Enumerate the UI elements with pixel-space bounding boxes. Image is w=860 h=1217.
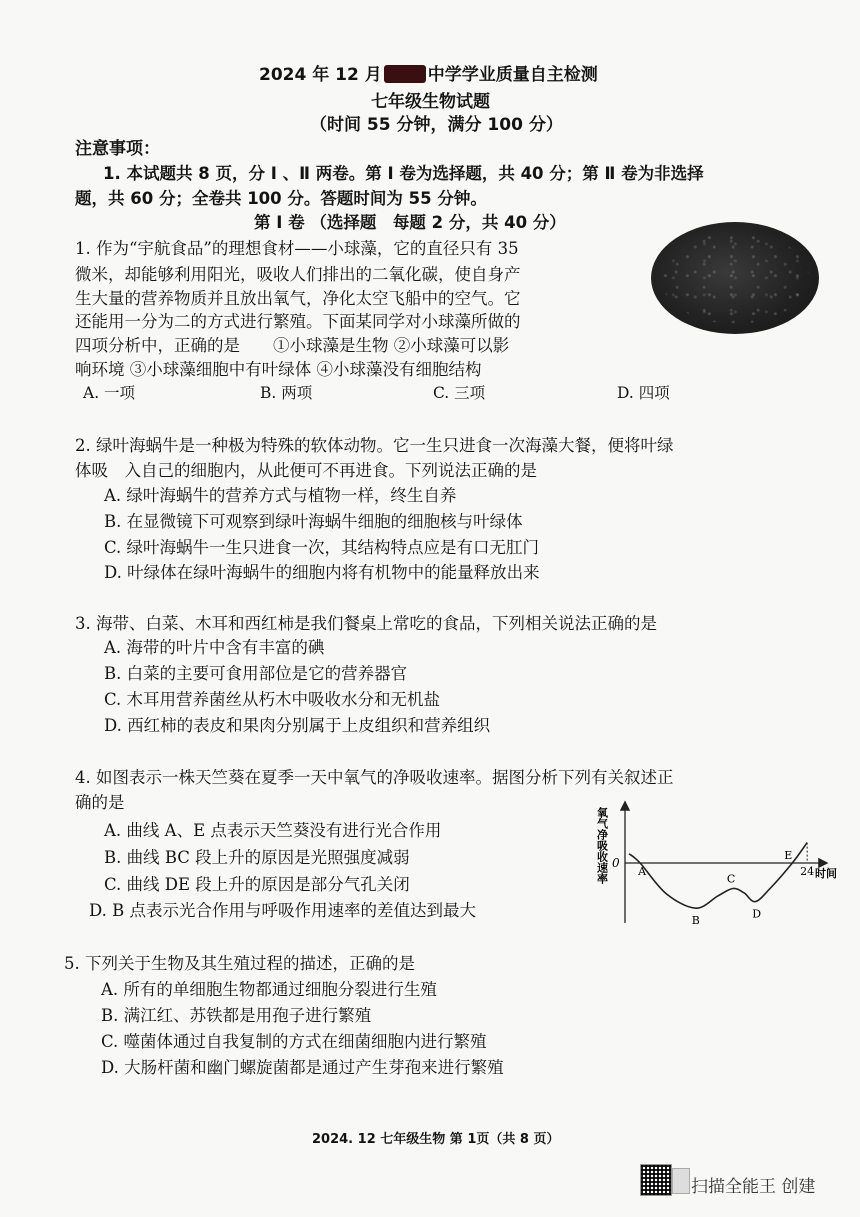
option-d: D. 叶绿体在绿叶海蜗牛的细胞内将有机物中的能量释放出来 xyxy=(104,563,540,582)
question-text-line: 四项分析中，正确的是 ①小球藻是生物 ②小球藻可以影 xyxy=(75,336,510,355)
redacted-school-name xyxy=(384,65,426,83)
option-d: D. 四项 xyxy=(617,384,670,402)
question-text-line: 2. 绿叶海蜗牛是一种极为特殊的软体动物。它一生只进食一次海藻大餐，便将叶绿 xyxy=(75,436,674,455)
option-b: B. 白菜的主要可食用部位是它的营养器官 xyxy=(104,664,408,683)
section-title: 第 Ⅰ 卷 （选择题 每题 2 分，共 40 分） xyxy=(254,213,566,232)
option-b: B. 满江红、苏铁都是用孢子进行繁殖 xyxy=(101,1006,372,1025)
option-c: C. 噬菌体通过自我复制的方式在细菌细胞内进行繁殖 xyxy=(101,1032,487,1051)
scanner-watermark: 扫描全能王 创建 xyxy=(691,1177,816,1197)
question-text-line: 生大量的营养物质并且放出氧气，净化太空飞船中的空气。它 xyxy=(75,289,521,308)
question-text-line: 4. 如图表示一株天竺葵在夏季一天中氧气的净吸收速率。据图分析下列有关叙述正 xyxy=(75,768,674,787)
option-b: B. 在显微镜下可观察到绿叶海蜗牛细胞的细胞核与叶绿体 xyxy=(104,512,523,531)
point-label-e: E xyxy=(784,849,793,862)
question-text-line: 微米，却能够利用阳光，吸收人们排出的二氧化碳，使自身产 xyxy=(75,265,521,284)
title-prefix: 2024 年 12 月 xyxy=(259,65,382,85)
exam-title xyxy=(259,60,598,85)
question-text-line: 体吸 入自己的细胞内，从此便可不再进食。下列说法正确的是 xyxy=(75,461,537,480)
page-footer: 2024. 12 七年级生物 第 1页（共 8 页） xyxy=(312,1132,560,1147)
scanner-qr-icon xyxy=(640,1164,672,1196)
origin-label: 0 xyxy=(612,856,620,870)
option-a: A. 曲线 A、E 点表示天竺葵没有进行光合作用 xyxy=(104,821,442,840)
option-d: D. 大肠杆菌和幽门螺旋菌都是通过产生芽孢来进行繁殖 xyxy=(101,1058,504,1077)
point-label-c: C xyxy=(726,872,736,886)
option-c: C. 三项 xyxy=(433,384,486,402)
option-b: B. 两项 xyxy=(260,384,313,402)
title-suffix: 中学学业质量自主检测 xyxy=(427,65,598,85)
rate-curve xyxy=(629,843,807,909)
chlorella-micrograph-image xyxy=(651,222,819,334)
notice-line-1: 1. 本试题共 8 页，分 Ⅰ 、Ⅱ 两卷。第 Ⅰ 卷为选择题，共 40 分；第 Ⅱ 卷为非选择 xyxy=(103,164,704,183)
option-c: C. 木耳用营养菌丝从朽木中吸收水分和无机盐 xyxy=(104,690,441,709)
exam-subtitle: 七年级生物试题 xyxy=(371,92,490,112)
option-b: B. 曲线 BC 段上升的原因是光照强度减弱 xyxy=(104,848,410,867)
option-d: D. 西红柿的表皮和果肉分别属于上皮组织和营养组织 xyxy=(104,716,491,735)
notice-line-2: 题，共 60 分；全卷共 100 分。答题时间为 55 分钟。 xyxy=(75,189,487,208)
question-text-line: 响环境 ③小球藻细胞中有叶绿体 ④小球藻没有细胞结构 xyxy=(75,360,482,379)
question-text-line: 还能用一分为二的方式进行繁殖。下面某同学对小球藻所做的 xyxy=(75,312,521,331)
option-d: D. B 点表示光合作用与呼吸作用速率的差值达到最大 xyxy=(89,901,477,920)
oxygen-rate-chart xyxy=(588,795,848,930)
y-axis-label: 氧气净吸收速率 xyxy=(595,807,609,884)
question-text-line: 1. 作为“宇航食品”的理想食材——小球藻，它的直径只有 35 xyxy=(75,239,519,258)
option-c: C. 曲线 DE 段上升的原因是部分气孔关闭 xyxy=(104,875,410,894)
x-tick-label: 24 xyxy=(800,865,815,878)
option-a: A. 海带的叶片中含有丰富的碘 xyxy=(104,638,325,657)
option-a: A. 所有的单细胞生物都通过细胞分裂进行生殖 xyxy=(101,980,437,999)
question-text-line: 确的是 xyxy=(75,793,125,812)
x-axis-label: 时间 xyxy=(815,867,837,880)
option-a: A. 绿叶海蜗牛的营养方式与植物一样，终生自养 xyxy=(104,486,457,505)
notice-heading: 注意事项： xyxy=(75,139,160,159)
question-text-line: 5. 下列关于生物及其生殖过程的描述，正确的是 xyxy=(64,954,415,973)
exam-duration: （时间 55 分钟，满分 100 分） xyxy=(310,115,563,135)
point-label-d: D xyxy=(752,907,762,921)
scanner-logo-icon xyxy=(672,1168,690,1194)
point-label-b: B xyxy=(691,914,700,928)
point-label-a: A xyxy=(638,865,647,878)
question-text-line: 3. 海带、白菜、木耳和西红柿是我们餐桌上常吃的食品，下列相关说法正确的是 xyxy=(75,614,657,633)
option-a: A. 一项 xyxy=(83,384,136,402)
option-c: C. 绿叶海蜗牛一生只进食一次，其结构特点应是有口无肛门 xyxy=(104,538,540,557)
